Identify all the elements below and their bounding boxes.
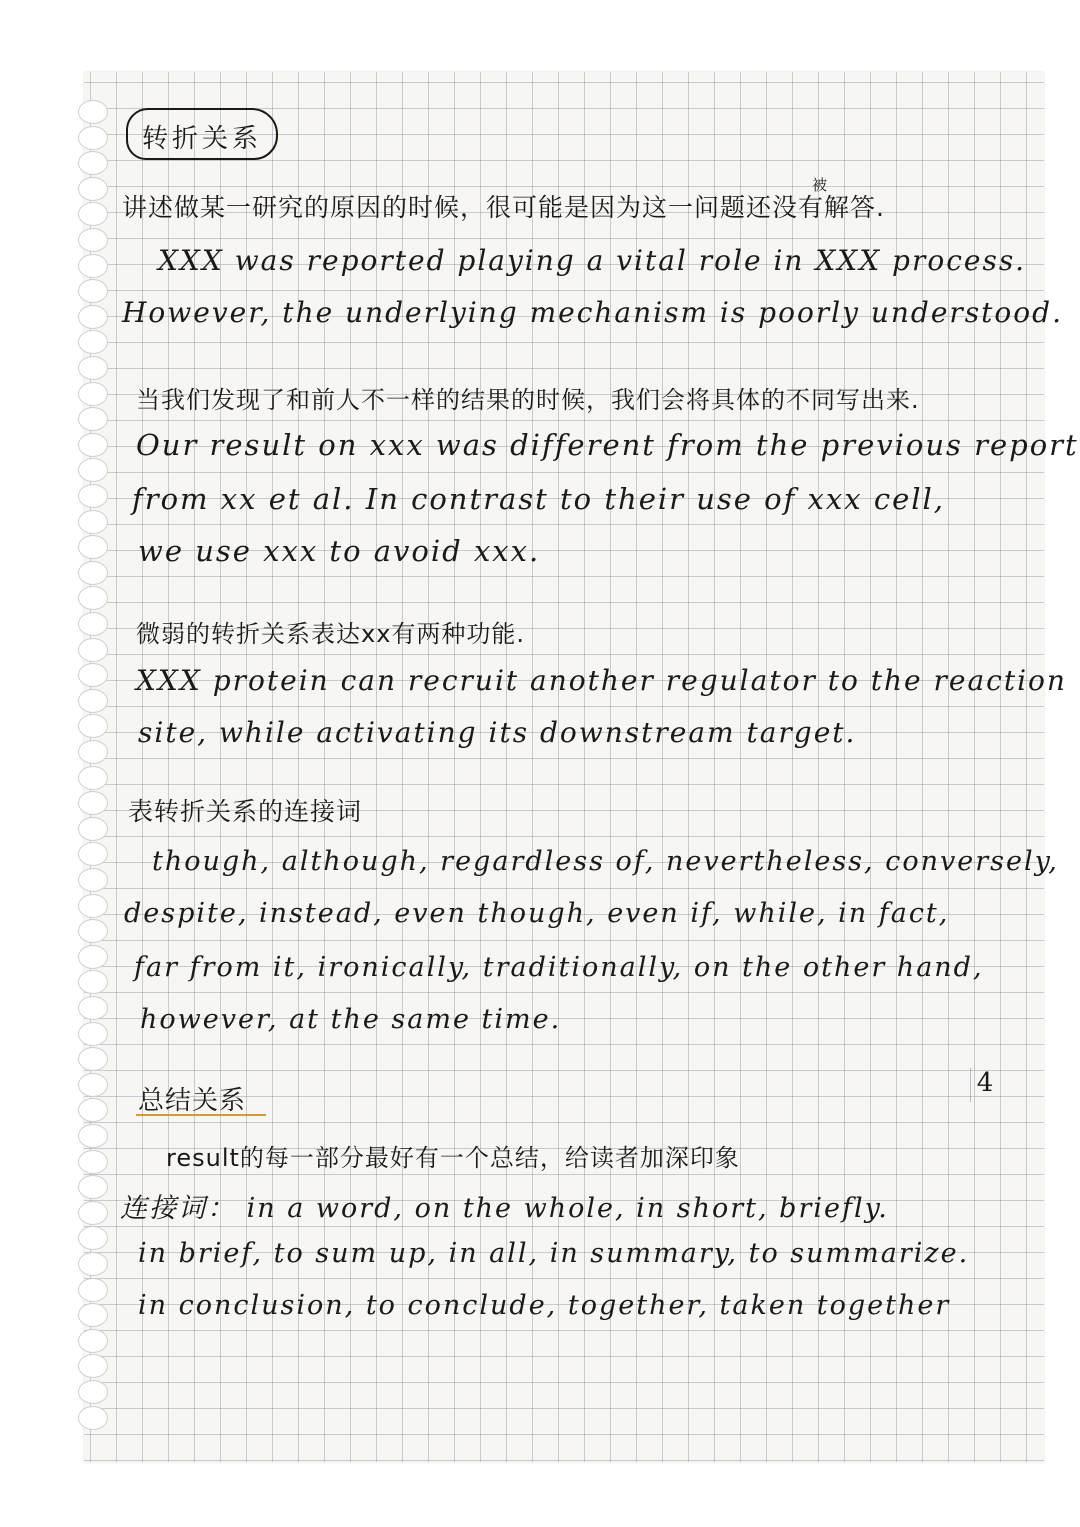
example-line: XXX was reported playing a vital role in XXX process. — [158, 244, 1027, 277]
binding-hole — [78, 919, 108, 943]
binding-hole — [78, 1329, 108, 1353]
section-heading-summary: 总结关系 — [138, 1086, 247, 1116]
binding-hole — [78, 1406, 108, 1430]
section-heading-box — [126, 108, 278, 160]
binding-holes — [78, 100, 114, 1430]
binding-hole — [78, 1124, 108, 1148]
example-line: Our result on xxx was different from the previous report — [136, 428, 1079, 462]
binding-hole — [78, 100, 108, 124]
heading-underline — [136, 1108, 266, 1116]
example-line: site, while activating its downstream target. — [138, 716, 857, 749]
binding-hole — [78, 151, 108, 175]
binding-hole — [78, 663, 108, 687]
binding-hole — [78, 330, 108, 354]
connectives-line: however, at the same time. — [140, 1004, 562, 1035]
binding-hole — [78, 817, 108, 841]
binding-hole — [78, 612, 108, 636]
binding-hole — [78, 894, 108, 918]
binding-hole — [78, 945, 108, 969]
connectives-line: despite, instead, even though, even if, while, in fact, — [124, 898, 950, 929]
binding-hole — [78, 433, 108, 457]
binding-hole — [78, 1226, 108, 1250]
binding-hole — [78, 689, 108, 713]
connectives-title: 表转折关系的连接词 — [128, 797, 363, 826]
example-line: from xx et al. In contrast to their use of xxx cell, — [132, 482, 946, 516]
summary-connectives-line: in conclusion, to conclude, together, taken together — [138, 1290, 951, 1321]
binding-hole — [78, 407, 108, 431]
binding-hole — [78, 1278, 108, 1302]
description-different-result: 当我们发现了和前人不一样的结果的时候，我们会将具体的不同写出来. — [136, 386, 920, 414]
binding-hole — [78, 561, 108, 585]
binding-hole — [78, 305, 108, 329]
annotation-note: 被 — [812, 176, 828, 194]
binding-hole — [78, 1150, 108, 1174]
binding-hole — [78, 535, 108, 559]
binding-hole — [78, 586, 108, 610]
binding-hole — [78, 638, 108, 662]
binding-hole — [78, 356, 108, 380]
connectives-line: though, although, regardless of, nevertheless, conversely, — [152, 846, 1059, 877]
binding-hole — [78, 714, 108, 738]
binding-hole — [78, 1354, 108, 1378]
binding-hole — [78, 510, 108, 534]
page-number: 4 — [970, 1068, 999, 1102]
description-contrast-reason: 讲述做某一研究的原因的时候，很可能是因为这一问题还没有解答. — [122, 193, 885, 222]
description-summary: result的每一部分最好有一个总结，给读者加深印象 — [166, 1144, 740, 1172]
binding-hole — [78, 228, 108, 252]
binding-hole — [78, 1022, 108, 1046]
binding-hole — [78, 1047, 108, 1071]
example-line: However, the underlying mechanism is poorly understood. — [122, 296, 1063, 329]
binding-hole — [78, 202, 108, 226]
binding-hole — [78, 177, 108, 201]
example-line: XXX protein can recruit another regulator to the reaction — [136, 664, 1067, 697]
binding-hole — [78, 1303, 108, 1327]
binding-hole — [78, 279, 108, 303]
binding-hole — [78, 842, 108, 866]
binding-hole — [78, 1098, 108, 1122]
binding-hole — [78, 1380, 108, 1404]
binding-hole — [78, 868, 108, 892]
binding-hole — [78, 740, 108, 764]
binding-hole — [78, 1175, 108, 1199]
binding-hole — [78, 458, 108, 482]
binding-hole — [78, 126, 108, 150]
section-heading-contrast: 转折关系 — [142, 124, 263, 154]
binding-hole — [78, 382, 108, 406]
binding-hole — [78, 1252, 108, 1276]
binding-hole — [78, 791, 108, 815]
example-line: we use xxx to avoid xxx. — [138, 534, 541, 568]
binding-hole — [78, 766, 108, 790]
binding-hole — [78, 254, 108, 278]
summary-connectives-line: in brief, to sum up, in all, in summary, to summarize. — [138, 1238, 970, 1269]
binding-hole — [78, 484, 108, 508]
connectives-line: far from it, ironically, traditionally, on the other hand, — [134, 952, 984, 983]
binding-hole — [78, 1201, 108, 1225]
binding-hole — [78, 996, 108, 1020]
binding-hole — [78, 970, 108, 994]
description-weak-contrast: 微弱的转折关系表达xx有两种功能. — [136, 620, 526, 648]
summary-connectives-line: 连接词： in a word, on the whole, in short, briefly. — [120, 1193, 889, 1224]
binding-hole — [78, 1073, 108, 1097]
